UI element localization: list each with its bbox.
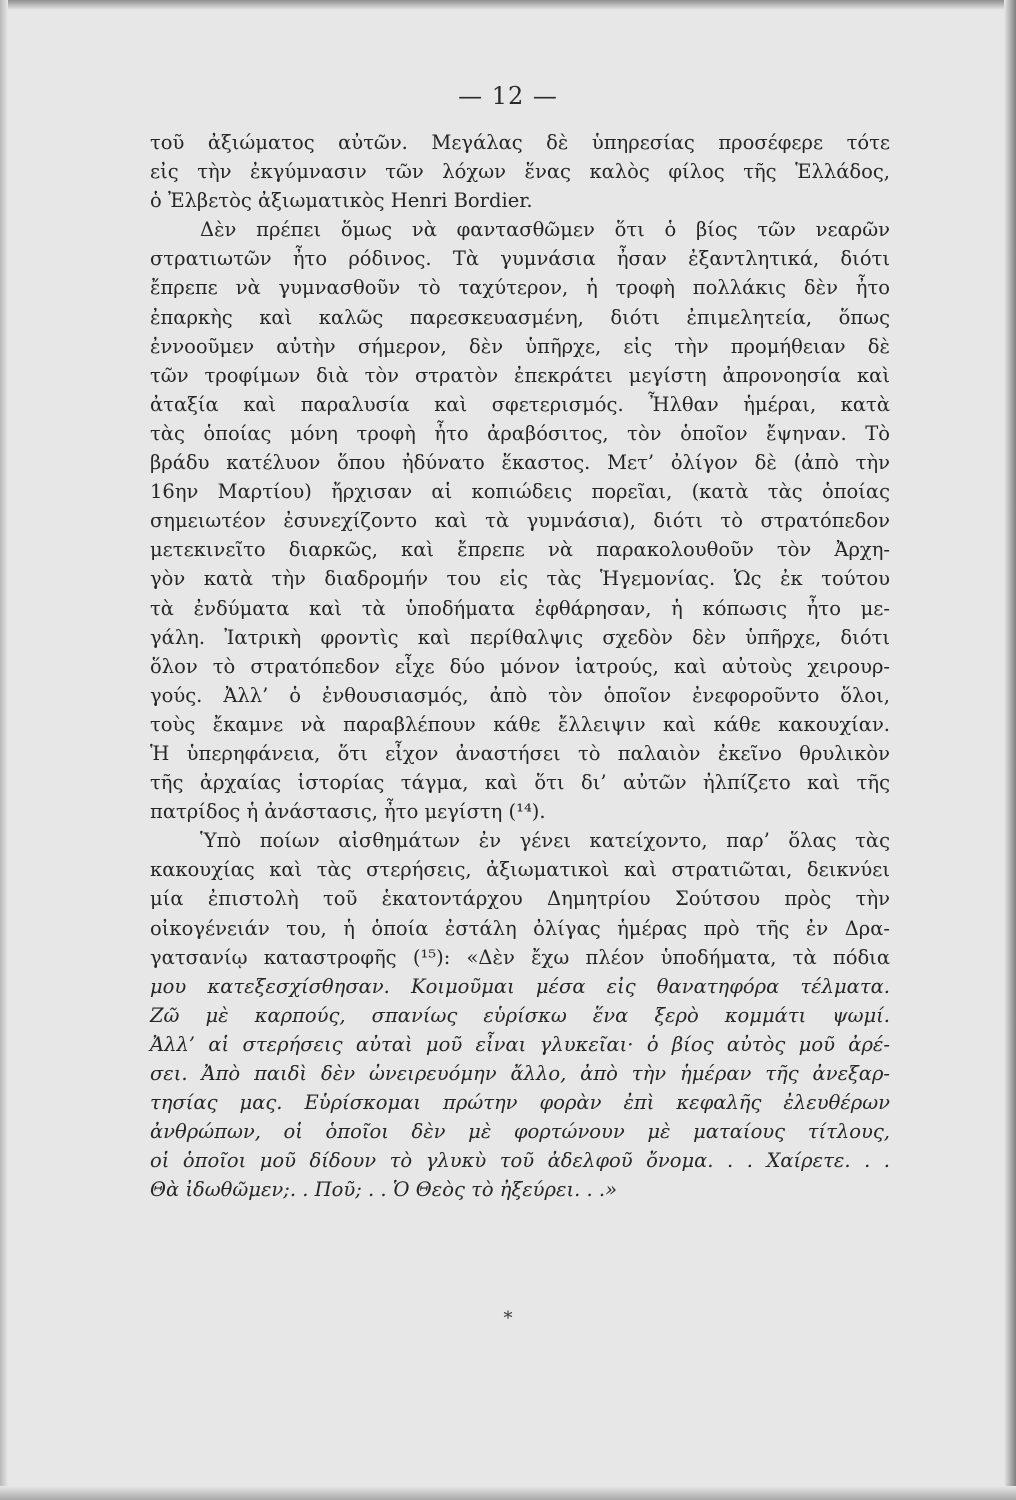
quoted-letter-line: Ἀλλ’ αἱ στερήσεις αὐταὶ μοῦ εἶναι γλυκεῖαι· ὁ βίος αὐτὸς μοῦ ἀρέ- [150, 1032, 890, 1056]
text-line: γάλη. Ἰατρικὴ φροντὶς καὶ περίθαλψις σχεδὸν δὲν ὑπῆρχε, διότι [150, 625, 890, 649]
quoted-letter-line: Ζῶ μὲ καρπούς, σπανίως εὑρίσκω ἕνα ξερὸ κομμάτι ψωμί. [150, 1003, 890, 1027]
quoted-letter-line: μου κατεξεσχίσθησαν. Κοιμοῦμαι μέσα εἰς θανατηφόρα τέλματα. [150, 974, 890, 998]
text-line: τοὺς ἔκαμνε νὰ παραβλέπουν κάθε ἔλλειψιν καὶ κάθε κακουχίαν. [150, 712, 890, 736]
page-number: — 12 — [458, 82, 558, 110]
text-line: ὅλον τὸ στρατόπεδον εἶχε δύο μόνον ἰατρούς, καὶ αὐτοὺς χειρουρ- [150, 654, 890, 678]
text-line: γὸν κατὰ τὴν διαδρομήν του εἰς τὰς Ἡγεμονίας. Ὡς ἐκ τούτου [150, 567, 890, 591]
text-line: τὰ ἐνδύματα καὶ τὰ ὑποδήματα ἐφθάρησαν, ἡ κόπωσις ἦτο με- [150, 596, 890, 620]
text-line: κακουχίας καὶ τὰς στερήσεις, ἀξιωματικοὶ καὶ στρατιῶται, δεικνύει [150, 858, 890, 882]
text-line: γατσανίῳ καταστροφῆς (¹⁵): «Δὲν ἔχω πλέον ὑποδήματα, τὰ πόδια [150, 945, 890, 969]
text-line: εἰς τὴν ἐκγύμνασιν τῶν λόχων ἕνας καλὸς φίλος τῆς Ἑλλάδος, [150, 160, 890, 184]
text-line: μία ἐπιστολὴ τοῦ ἑκατοντάρχου Δημητρίου Σούτσου πρὸς τὴν [150, 887, 890, 911]
text-line: οἰκογένειάν του, ἡ ὁποία ἐστάλη ὀλίγας ἡμέρας πρὸ τῆς ἐν Δρα- [150, 916, 890, 940]
text-line: 16ην Μαρτίου) ἤρχισαν αἱ κοπιώδεις πορεῖαι, (κατὰ τὰς ὁποίας [150, 480, 890, 504]
section-separator: * [503, 1308, 513, 1329]
text-line: ὁ Ἐλβετὸς ἀξιωματικὸς Henri Bordier. [150, 189, 533, 213]
quoted-letter-line: ἀνθρώπων, οἱ ὁποῖοι δὲν μὲ φορτώνουν μὲ ματαίους τίτλους, [150, 1120, 890, 1144]
text-line: βράδυ κατέλυον ὅπου ἠδύνατο ἕκαστος. Μετ’ ὀλίγον δὲ (ἀπὸ τὴν [150, 451, 890, 475]
page-edge-top [0, 0, 1016, 10]
text-line: Ἡ ὑπερηφάνεια, ὅτι εἶχον ἀναστήσει τὸ παλαιὸν ἐκεῖνο θρυλικὸν [150, 741, 890, 765]
quoted-letter-line: οἱ ὁποῖοι μοῦ δίδουν τὸ γλυκὺ τοῦ ἀδελφοῦ ὄνομα. . . Χαίρετε. . . [150, 1149, 890, 1173]
text-line: τοῦ ἀξιώματος αὐτῶν. Μεγάλας δὲ ὑπηρεσίας προσέφερε τότε [150, 131, 890, 154]
text-line: τὰς ὁποίας μόνη τροφὴ ἦτο ἀραβόσιτος, τὸν ὁποῖον ἔψηναν. Τὸ [150, 421, 890, 445]
text-line: ἔπρεπε νὰ γυμνασθοῦν τὸ ταχύτερον, ἡ τροφὴ πολλάκις δὲν ἦτο [150, 276, 890, 300]
text-line: τῆς ἀρχαίας ἱστορίας τάγμα, καὶ ὅτι δι’ αὐτῶν ἠλπίζετο καὶ τῆς [150, 771, 890, 795]
quoted-letter-line: τησίας μας. Εὑρίσκομαι πρώτην φορὰν ἐπὶ κεφαλῆς ἐλευθέρων [150, 1091, 890, 1115]
page-edge-left [0, 0, 8, 1500]
text-line: μετεκινεῖτο διαρκῶς, καὶ ἔπρεπε νὰ παρακολουθοῦν τὸν Ἀρχη- [150, 538, 890, 562]
text-line: στρατιωτῶν ἦτο ρόδινος. Τὰ γυμνάσια ἦσαν ἐξαντλητικά, διότι [150, 247, 890, 271]
text-line: γούς. Ἀλλ’ ὁ ἐνθουσιασμός, ἀπὸ τὸν ὁποῖον ἐνεφοροῦντο ὅλοι, [150, 683, 890, 707]
quoted-letter-line: σει. Ἀπὸ παιδὶ δὲν ὠνειρευόμην ἄλλο, ἀπὸ τὴν ἡμέραν τῆς ἀνεξαρ- [150, 1062, 890, 1085]
quoted-letter-line: Θὰ ἰδωθῶμεν;. . Ποῦ; . . Ὁ Θεὸς τὸ ἠξεύρει. . .» [150, 1178, 618, 1202]
body-text [150, 128, 890, 1204]
text-line: ἐπαρκὴς καὶ καλῶς παρεσκευασμένη, διότι ἐπιμελητεία, ὅπως [150, 305, 890, 329]
page-edge-bottom [0, 1486, 1016, 1500]
text-line: σημειωτέον ἐσυνεχίζοντο καὶ τὰ γυμνάσια), διότι τὸ στρατόπεδον [150, 509, 890, 533]
text-line: πατρίδος ἡ ἀνάστασις, ἦτο μεγίστη (¹⁴). [150, 800, 546, 824]
text-line: Ὑπὸ ποίων αἰσθημάτων ἐν γένει κατείχοντο, παρ’ ὅλας τὰς [200, 829, 890, 853]
text-line: Δὲν πρέπει ὅμως νὰ φαντασθῶμεν ὅτι ὁ βίος τῶν νεαρῶν [200, 218, 890, 242]
text-line: ἐννοοῦμεν αὐτὴν σήμερον, δὲν ὑπῆρχε, εἰς τὴν προμήθειαν δὲ [150, 334, 890, 358]
page-edge-right [1004, 0, 1016, 1500]
text-line: ἀταξία καὶ παραλυσία καὶ σφετερισμός. Ἦλθαν ἡμέραι, κατὰ [150, 392, 890, 416]
text-line: τῶν τροφίμων διὰ τὸν στρατὸν ἐπεκράτει μεγίστη ἀπρονοησία καὶ [150, 363, 890, 387]
